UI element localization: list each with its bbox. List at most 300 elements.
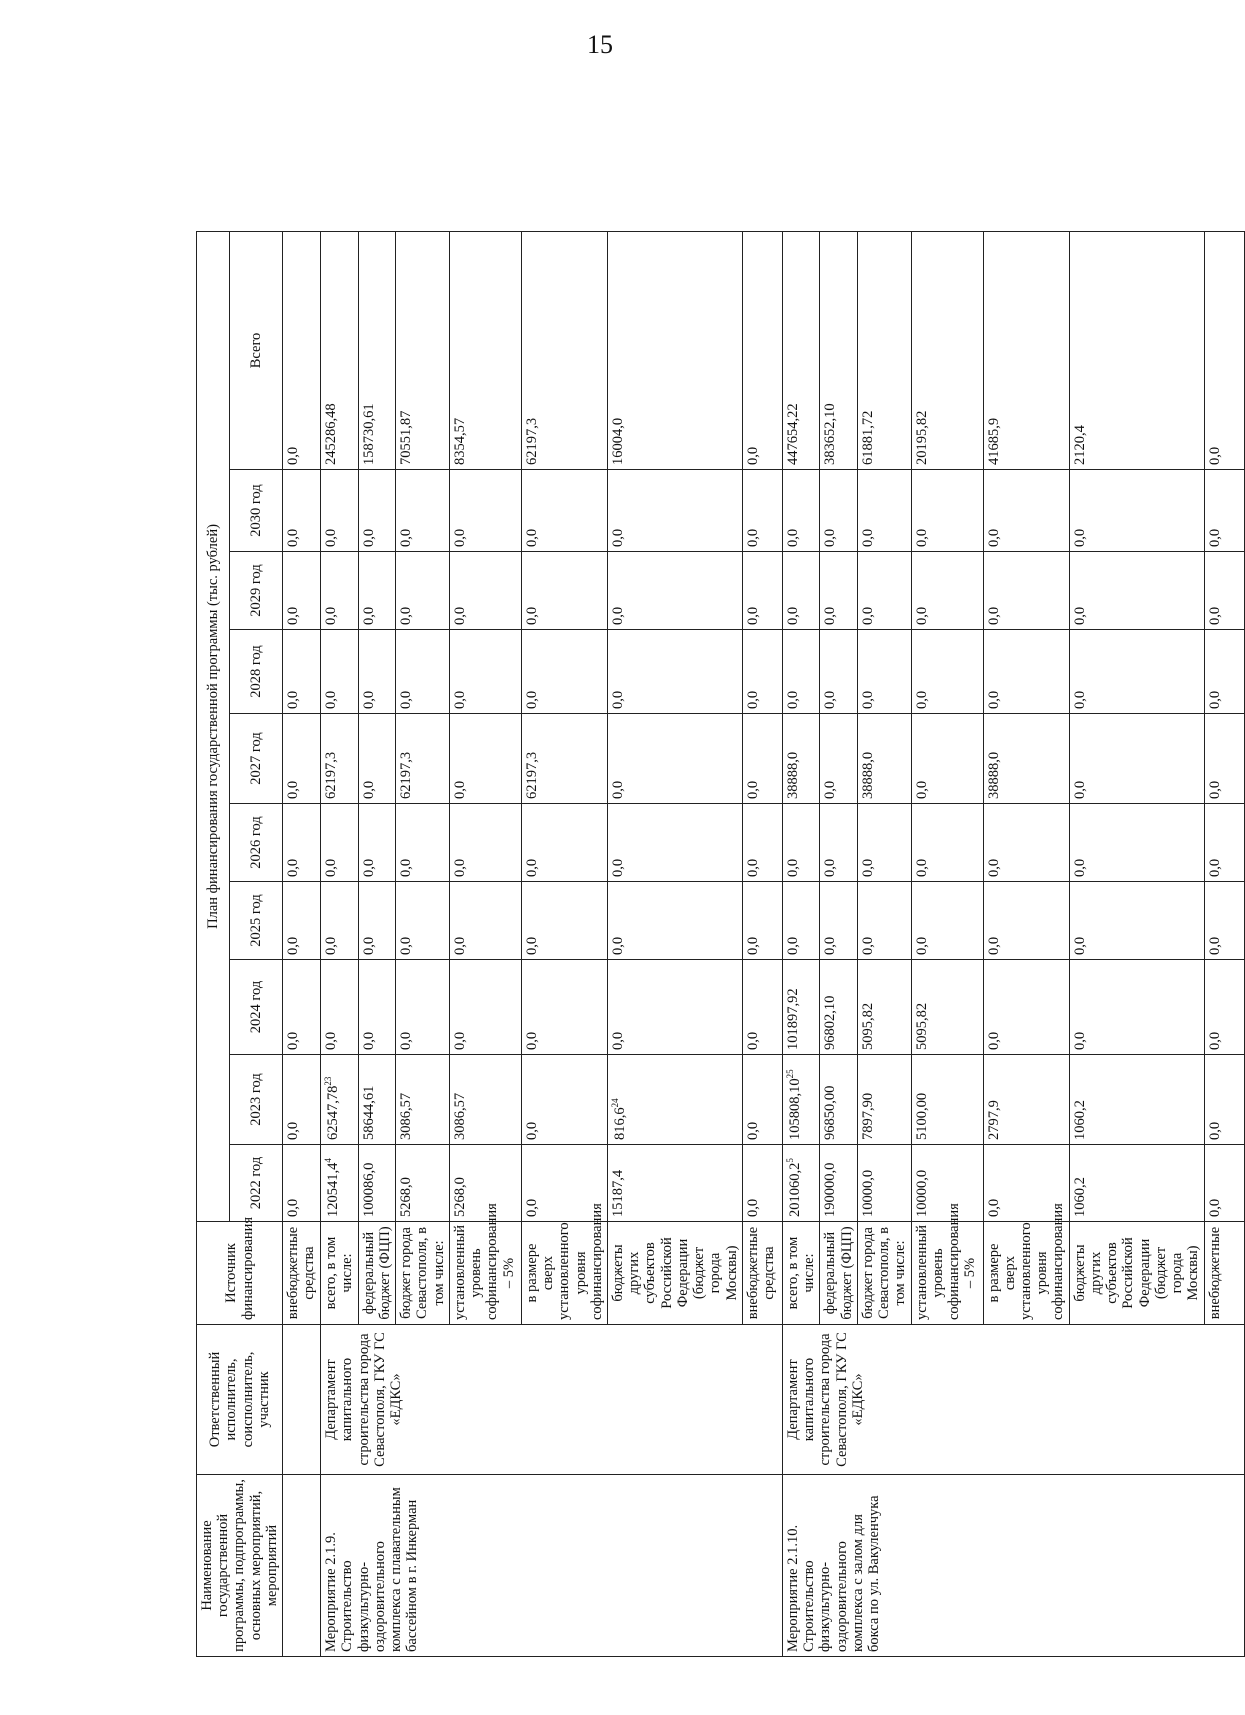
value-cell <box>607 630 742 714</box>
value-cell <box>396 804 450 882</box>
value-cell <box>983 470 1069 552</box>
value-text: 0,0 <box>398 690 415 709</box>
value-cell <box>358 960 395 1055</box>
value-text: 190000,0 <box>822 1162 839 1217</box>
value-text: 0,0 <box>523 690 540 709</box>
value-cell <box>607 1055 742 1145</box>
value-cell: 0,0 <box>283 231 321 469</box>
value-cell <box>1069 714 1204 804</box>
value-cell <box>742 714 782 804</box>
value-text: 10000,0 <box>859 1169 876 1217</box>
value-text: 0,0 <box>1071 858 1088 877</box>
value-text: 0,0 <box>859 606 876 625</box>
footnote-marker: 5 <box>784 1158 795 1163</box>
footnote-marker: 24 <box>609 1098 620 1108</box>
measure-name-cell <box>782 1475 1244 1657</box>
value-text: 0,0 <box>744 446 761 465</box>
value-cell <box>1204 960 1244 1055</box>
value-cell <box>1069 1055 1204 1145</box>
value-cell <box>782 1055 819 1145</box>
source-cell: федеральный бюджет (ФЦП) <box>358 1222 395 1325</box>
value-text: 96802,10 <box>822 995 839 1050</box>
value-cell <box>782 804 819 882</box>
value-cell <box>449 1055 521 1145</box>
value-text: 0,0 <box>859 690 876 709</box>
total-cell <box>1069 231 1204 469</box>
value-cell <box>911 714 983 804</box>
value-text: 0,0 <box>985 528 1002 547</box>
value-text: 58644,61 <box>360 1085 377 1140</box>
value-cell: 0,0 <box>283 960 321 1055</box>
value-text: 447654,22 <box>784 403 801 465</box>
value-cell <box>782 960 819 1055</box>
source-cell: бюджеты других субъектов Российской Федерации (бюджет города Москвы) <box>1069 1222 1204 1325</box>
value-cell <box>820 1055 857 1145</box>
value-text: 0,0 <box>360 858 377 877</box>
value-text: 0,0 <box>985 606 1002 625</box>
value-cell <box>857 804 911 882</box>
executor-cell: Департамент капитального строительства города Севастополя, ГКУ ГС «ЕДКС» <box>321 1325 783 1475</box>
value-text: 0,0 <box>1206 446 1223 465</box>
value-text: 0,0 <box>523 858 540 877</box>
value-text: 0,0 <box>784 690 801 709</box>
value-text: 0,0 <box>360 606 377 625</box>
value-cell <box>820 714 857 804</box>
header-source-column: Источник финансирования <box>197 1222 283 1325</box>
value-text: 0,0 <box>985 858 1002 877</box>
header-year: 2022 год <box>229 1145 283 1222</box>
total-cell <box>607 231 742 469</box>
value-text: 8354,57 <box>451 417 468 465</box>
value-text: 0,0 <box>323 528 340 547</box>
value-cell <box>983 714 1069 804</box>
value-cell <box>521 882 607 960</box>
value-cell <box>521 630 607 714</box>
value-cell <box>521 714 607 804</box>
value-text: 0,0 <box>451 936 468 955</box>
value-text: 0,0 <box>1071 780 1088 799</box>
value-cell <box>983 630 1069 714</box>
value-cell <box>607 804 742 882</box>
value-text: 0,0 <box>360 780 377 799</box>
value-cell <box>782 1145 819 1222</box>
header-executor-column: Ответственный исполнитель, соисполнитель, участник <box>197 1325 283 1475</box>
value-cell: 0,0 <box>283 804 321 882</box>
value-text: 0,0 <box>523 1031 540 1050</box>
value-cell <box>321 882 358 960</box>
value-cell <box>820 630 857 714</box>
value-text: 0,0 <box>744 1198 761 1217</box>
value-cell <box>358 630 395 714</box>
value-text: 0,0 <box>609 936 626 955</box>
value-cell <box>396 960 450 1055</box>
value-cell <box>1204 552 1244 630</box>
value-text: 0,0 <box>913 606 930 625</box>
footnote-marker: 23 <box>323 1076 334 1086</box>
value-text: 2797,9 <box>985 1100 1002 1140</box>
financing-plan-table <box>196 231 1245 1657</box>
value-text: 0,0 <box>822 606 839 625</box>
value-text: 0,0 <box>1206 1121 1223 1140</box>
value-cell <box>358 1055 395 1145</box>
value-cell <box>857 960 911 1055</box>
value-text: 0,0 <box>1071 690 1088 709</box>
value-text: 0,0 <box>451 528 468 547</box>
value-cell <box>449 804 521 882</box>
value-cell <box>358 804 395 882</box>
value-text: 0,0 <box>1206 936 1223 955</box>
header-name-column: Наименование государственной программы, подпрограммы, основных мероприятий, мероприятий <box>197 1475 283 1657</box>
value-text: 0,0 <box>360 1031 377 1050</box>
value-cell <box>449 552 521 630</box>
value-cell <box>820 882 857 960</box>
table-row <box>283 231 321 1656</box>
value-text: 158730,61 <box>360 403 377 465</box>
total-cell <box>911 231 983 469</box>
value-text: 0,0 <box>609 858 626 877</box>
value-cell <box>742 1055 782 1145</box>
value-cell <box>983 804 1069 882</box>
total-cell <box>396 231 450 469</box>
value-text: 0,0 <box>609 1031 626 1050</box>
value-cell <box>607 960 742 1055</box>
value-text: 0,0 <box>744 780 761 799</box>
value-text: 0,0 <box>822 528 839 547</box>
value-text: 0,0 <box>323 1031 340 1050</box>
executor-cell: Департамент капитального строительства города Севастополя, ГКУ ГС «ЕДКС» <box>782 1325 1244 1475</box>
value-text: 5268,0 <box>398 1177 415 1217</box>
value-cell <box>396 714 450 804</box>
empty-cell <box>283 1475 321 1657</box>
value-cell <box>911 804 983 882</box>
value-text: 0,0 <box>1206 606 1223 625</box>
footnote-marker: 25 <box>784 1069 795 1079</box>
value-text: 0,0 <box>822 690 839 709</box>
value-text: 0,0 <box>913 528 930 547</box>
value-text: 0,0 <box>744 528 761 547</box>
value-text: 0,0 <box>859 528 876 547</box>
value-text: 0,0 <box>398 606 415 625</box>
total-cell <box>983 231 1069 469</box>
source-cell: бюджет города Севастополя, в том числе: <box>857 1222 911 1325</box>
source-cell: внебюджетные <box>1204 1222 1244 1325</box>
source-cell: установленный уровень софинансирования – 5% <box>449 1222 521 1325</box>
value-text: 0,0 <box>398 528 415 547</box>
value-cell <box>607 552 742 630</box>
header-year: 2026 год <box>229 804 283 882</box>
value-text: 0,0 <box>913 936 930 955</box>
measure-name-line: Строительство физкультурно-оздоровительного комплекса с залом для бокса по ул. Вакуленчука <box>801 1495 883 1652</box>
value-text: 0,0 <box>451 780 468 799</box>
value-text: 0,0 <box>398 858 415 877</box>
value-cell <box>521 804 607 882</box>
value-text: 0,0 <box>744 1031 761 1050</box>
value-cell <box>358 882 395 960</box>
value-cell <box>358 552 395 630</box>
value-cell <box>857 470 911 552</box>
value-cell <box>396 552 450 630</box>
value-text: 7897,90 <box>859 1092 876 1140</box>
total-cell <box>1204 231 1244 469</box>
source-cell: федеральный бюджет (ФЦП) <box>820 1222 857 1325</box>
value-text: 245286,48 <box>323 403 340 465</box>
value-text: 0,0 <box>822 780 839 799</box>
source-cell: внебюджетные средства <box>283 1222 321 1325</box>
value-cell <box>321 630 358 714</box>
value-cell <box>911 960 983 1055</box>
value-cell <box>1069 882 1204 960</box>
value-cell <box>820 470 857 552</box>
value-text: 0,0 <box>523 528 540 547</box>
value-cell <box>396 882 450 960</box>
value-text: 0,0 <box>323 606 340 625</box>
source-cell: установленный уровень софинансирования – 5% <box>911 1222 983 1325</box>
value-cell <box>782 470 819 552</box>
value-cell <box>1069 630 1204 714</box>
value-text: 0,0 <box>744 936 761 955</box>
value-cell <box>321 470 358 552</box>
header-total: Всего <box>229 231 283 469</box>
source-cell: в размере сверх установленного уровня софинансирования <box>983 1222 1069 1325</box>
value-cell <box>911 552 983 630</box>
value-text: 0,0 <box>822 936 839 955</box>
value-text: 62197,3 <box>398 751 415 799</box>
value-text: 0,0 <box>1206 780 1223 799</box>
value-text: 0,0 <box>985 690 1002 709</box>
value-text: 2120,4 <box>1071 425 1088 465</box>
total-cell <box>820 231 857 469</box>
source-cell: внебюджетные средства <box>742 1222 782 1325</box>
value-text: 0,0 <box>1206 858 1223 877</box>
value-text: 0,0 <box>913 858 930 877</box>
source-cell: бюджеты других субъектов Российской Федерации (бюджет города Москвы) <box>607 1222 742 1325</box>
value-text: 816,6 <box>611 1107 628 1140</box>
total-cell <box>449 231 521 469</box>
value-cell <box>449 960 521 1055</box>
page-number: 15 <box>587 30 613 59</box>
value-text: 0,0 <box>784 858 801 877</box>
value-text: 0,0 <box>398 936 415 955</box>
measure-name-line: Мероприятие 2.1.10. <box>784 1524 801 1652</box>
value-cell <box>1204 714 1244 804</box>
value-cell <box>321 552 358 630</box>
source-cell: в размере сверх установленного уровня софинансирования <box>521 1222 607 1325</box>
value-cell: 0,0 <box>283 1145 321 1222</box>
value-text: 0,0 <box>1071 1031 1088 1050</box>
value-text: 62197,3 <box>523 751 540 799</box>
total-cell <box>358 231 395 469</box>
value-cell <box>607 470 742 552</box>
header-year: 2025 год <box>229 882 283 960</box>
value-text: 0,0 <box>523 606 540 625</box>
value-text: 0,0 <box>859 936 876 955</box>
value-text: 0,0 <box>451 858 468 877</box>
value-cell <box>358 470 395 552</box>
value-cell <box>449 714 521 804</box>
value-text: 38888,0 <box>784 751 801 799</box>
value-cell <box>820 1145 857 1222</box>
value-cell <box>358 714 395 804</box>
value-cell <box>782 714 819 804</box>
value-text: 0,0 <box>1206 1031 1223 1050</box>
value-text: 0,0 <box>784 936 801 955</box>
value-cell <box>911 1055 983 1145</box>
table-row <box>782 231 819 1656</box>
value-text: 15187,4 <box>609 1169 626 1217</box>
value-cell <box>396 1055 450 1145</box>
value-cell <box>449 882 521 960</box>
value-cell <box>857 882 911 960</box>
rotated-table-container <box>196 232 1223 1657</box>
header-year: 2028 год <box>229 630 283 714</box>
value-text: 96850,00 <box>822 1085 839 1140</box>
value-cell <box>607 882 742 960</box>
value-text: 0,0 <box>913 690 930 709</box>
value-text: 3086,57 <box>451 1092 468 1140</box>
value-text: 0,0 <box>360 936 377 955</box>
value-cell <box>983 960 1069 1055</box>
value-cell <box>449 630 521 714</box>
value-cell <box>321 960 358 1055</box>
value-text: 0,0 <box>323 936 340 955</box>
value-cell <box>983 882 1069 960</box>
value-cell <box>1069 470 1204 552</box>
value-text: 0,0 <box>744 690 761 709</box>
header-year: 2030 год <box>229 470 283 552</box>
value-text: 0,0 <box>1071 528 1088 547</box>
value-text: 1060,2 <box>1071 1100 1088 1140</box>
value-cell <box>1069 960 1204 1055</box>
header-year: 2027 год <box>229 714 283 804</box>
value-cell <box>742 552 782 630</box>
source-cell: всего, в том числе: <box>782 1222 819 1325</box>
value-text: 105808,10 <box>786 1078 803 1140</box>
value-cell <box>742 1145 782 1222</box>
value-text: 0,0 <box>822 858 839 877</box>
value-cell <box>321 1145 358 1222</box>
value-text: 5095,82 <box>859 1002 876 1050</box>
value-cell <box>396 630 450 714</box>
value-cell <box>607 1145 742 1222</box>
footnote-marker: 4 <box>323 1158 334 1163</box>
value-cell <box>782 882 819 960</box>
value-text: 10000,0 <box>913 1169 930 1217</box>
value-cell: 0,0 <box>283 630 321 714</box>
header-plan: План финансирования государственной программы (тыс. рублей) <box>197 231 230 1221</box>
value-text: 0,0 <box>859 858 876 877</box>
value-text: 62547,78 <box>325 1085 341 1140</box>
value-text: 0,0 <box>744 1121 761 1140</box>
value-text: 0,0 <box>744 606 761 625</box>
value-text: 5095,82 <box>913 1002 930 1050</box>
value-text: 0,0 <box>1206 528 1223 547</box>
value-cell: 0,0 <box>283 1055 321 1145</box>
total-cell <box>742 231 782 469</box>
value-text: 5268,0 <box>451 1177 468 1217</box>
value-cell <box>1204 882 1244 960</box>
value-text: 0,0 <box>398 1031 415 1050</box>
value-text: 0,0 <box>784 528 801 547</box>
value-cell <box>521 1055 607 1145</box>
measure-name-cell <box>321 1475 783 1657</box>
value-text: 61881,72 <box>859 410 876 465</box>
value-cell <box>742 470 782 552</box>
value-cell <box>742 804 782 882</box>
header-year: 2023 год <box>229 1055 283 1145</box>
value-cell <box>857 552 911 630</box>
value-cell <box>521 470 607 552</box>
value-cell <box>782 630 819 714</box>
value-text: 0,0 <box>609 780 626 799</box>
value-text: 3086,57 <box>398 1092 415 1140</box>
value-text: 62197,3 <box>323 751 340 799</box>
value-cell <box>857 1055 911 1145</box>
value-cell <box>321 714 358 804</box>
value-text: 0,0 <box>1206 1198 1223 1217</box>
header-year: 2029 год <box>229 552 283 630</box>
value-text: 0,0 <box>985 1198 1002 1217</box>
value-text: 101897,92 <box>784 988 801 1050</box>
value-text: 0,0 <box>523 936 540 955</box>
value-text: 0,0 <box>1071 606 1088 625</box>
value-cell <box>857 1145 911 1222</box>
value-cell <box>820 552 857 630</box>
value-cell <box>607 714 742 804</box>
value-text: 16004,0 <box>609 417 626 465</box>
value-cell <box>820 804 857 882</box>
value-text: 62197,3 <box>523 417 540 465</box>
value-cell <box>1069 552 1204 630</box>
empty-cell <box>283 1325 321 1475</box>
value-cell <box>396 1145 450 1222</box>
value-cell <box>1204 470 1244 552</box>
value-cell <box>396 470 450 552</box>
value-cell <box>521 960 607 1055</box>
value-text: 70551,87 <box>398 410 415 465</box>
total-cell <box>782 231 819 469</box>
value-text: 0,0 <box>523 1198 540 1217</box>
value-text: 0,0 <box>1071 936 1088 955</box>
value-cell <box>1069 1145 1204 1222</box>
value-cell <box>1204 1145 1244 1222</box>
value-cell <box>521 552 607 630</box>
value-text: 5100,00 <box>913 1092 930 1140</box>
value-cell <box>321 804 358 882</box>
value-cell <box>321 1055 358 1145</box>
value-text: 0,0 <box>323 858 340 877</box>
value-text: 38888,0 <box>985 751 1002 799</box>
total-cell <box>857 231 911 469</box>
value-text: 120541,4 <box>325 1162 341 1217</box>
value-text: 0,0 <box>609 690 626 709</box>
value-cell <box>1204 1055 1244 1145</box>
value-text: 38888,0 <box>859 751 876 799</box>
value-cell <box>983 552 1069 630</box>
value-text: 0,0 <box>1206 690 1223 709</box>
value-cell <box>820 960 857 1055</box>
value-cell <box>742 882 782 960</box>
header-year: 2024 год <box>229 960 283 1055</box>
table-row <box>321 231 358 1656</box>
value-text: 0,0 <box>451 690 468 709</box>
total-cell <box>521 231 607 469</box>
value-text: 0,0 <box>523 1121 540 1140</box>
total-cell <box>321 231 358 469</box>
value-text: 0,0 <box>784 606 801 625</box>
value-cell: 0,0 <box>283 714 321 804</box>
source-cell: бюджет города Севастополя, в том числе: <box>396 1222 450 1325</box>
value-cell: 0,0 <box>283 470 321 552</box>
